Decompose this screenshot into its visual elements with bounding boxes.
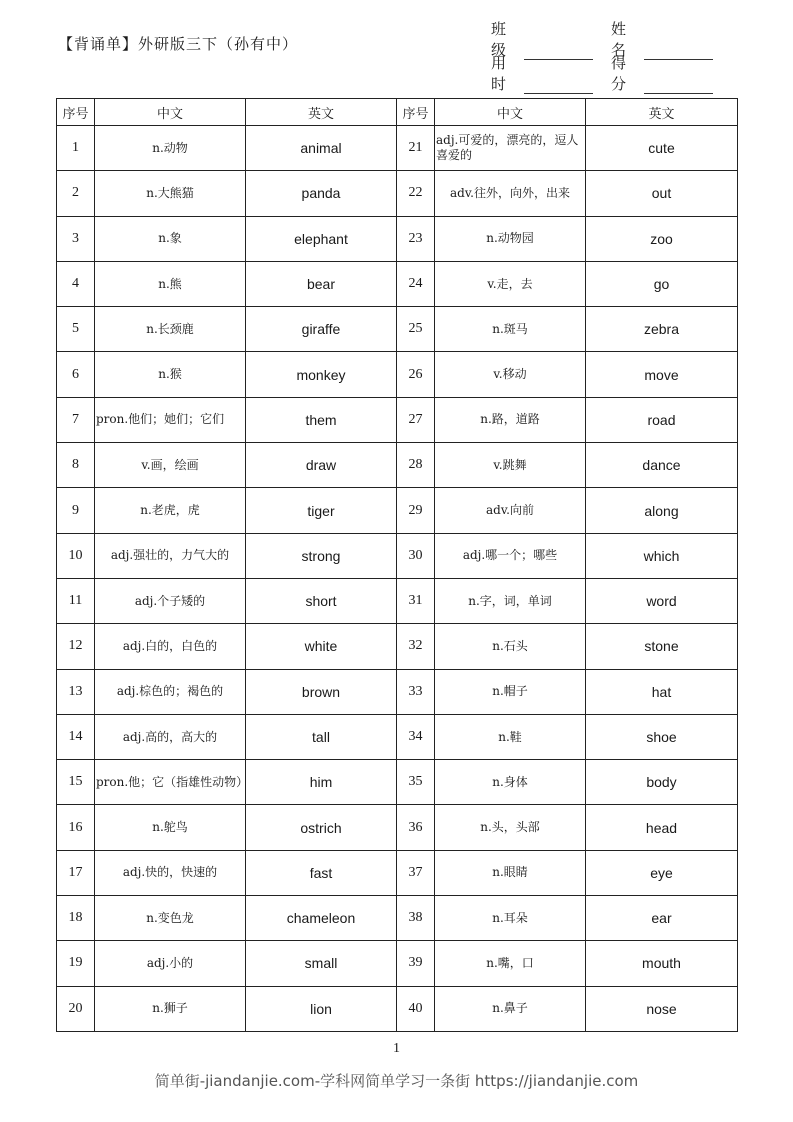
item-number: 34 [397,714,435,759]
chinese-meaning: adj.快的，快速的 [95,850,246,895]
chinese-meaning: v.移动 [435,352,586,397]
item-number: 21 [397,126,435,171]
item-number: 25 [397,307,435,352]
english-word: nose [586,986,738,1031]
table-row [57,578,738,623]
chinese-meaning: n.耳朵 [435,896,586,941]
item-number: 23 [397,216,435,261]
english-word: zoo [586,216,738,261]
english-word: tall [246,714,397,759]
table-row [57,488,738,533]
item-number: 15 [57,760,95,805]
score-label: 得分 [611,54,629,93]
english-word: short [246,578,397,623]
item-number: 8 [57,443,95,488]
english-word: move [586,352,738,397]
score-blank[interactable] [644,78,713,94]
chinese-meaning: n.帽子 [435,669,586,714]
item-number: 32 [397,624,435,669]
item-number: 38 [397,896,435,941]
chinese-meaning: n.动物园 [435,216,586,261]
english-word: stone [586,624,738,669]
table-row [57,714,738,759]
item-number: 18 [57,896,95,941]
item-number: 5 [57,307,95,352]
table-row [57,533,738,578]
english-word: strong [246,533,397,578]
chinese-meaning: v.走，去 [435,261,586,306]
english-word: brown [246,669,397,714]
student-info-fields [491,18,731,93]
table-header-row [57,99,738,126]
chinese-meaning: adj.棕色的；褐色的 [95,669,246,714]
english-word: shoe [586,714,738,759]
chinese-meaning: adj.小的 [95,941,246,986]
english-word: lion [246,986,397,1031]
chinese-meaning: n.动物 [95,126,246,171]
table-row [57,805,738,850]
document-title: 【背诵单】外研版三下（孙有中） [58,35,299,53]
table-row [57,216,738,261]
column-header-number: 序号 [57,99,95,126]
english-word: mouth [586,941,738,986]
item-number: 27 [397,397,435,442]
item-number: 14 [57,714,95,759]
item-number: 11 [57,578,95,623]
chinese-meaning: n.斑马 [435,307,586,352]
chinese-meaning: n.变色龙 [95,896,246,941]
item-number: 19 [57,941,95,986]
table-row [57,171,738,216]
table-row [57,352,738,397]
item-number: 24 [397,261,435,306]
chinese-meaning: n.象 [95,216,246,261]
table-row [57,896,738,941]
item-number: 10 [57,533,95,578]
chinese-meaning: n.猴 [95,352,246,397]
english-word: fast [246,850,397,895]
table-row [57,941,738,986]
item-number: 6 [57,352,95,397]
english-word: cute [586,126,738,171]
chinese-meaning: v.跳舞 [435,443,586,488]
item-number: 16 [57,805,95,850]
item-number: 9 [57,488,95,533]
english-word: chameleon [246,896,397,941]
table-row [57,624,738,669]
column-header-english: 英文 [246,99,397,126]
english-word: small [246,941,397,986]
chinese-meaning: adj.个子矮的 [95,578,246,623]
item-number: 26 [397,352,435,397]
chinese-meaning: pron.他们；她们；它们 [95,397,246,442]
english-word: animal [246,126,397,171]
english-word: bear [246,261,397,306]
column-header-number: 序号 [397,99,435,126]
time-blank[interactable] [524,78,593,94]
column-header-chinese: 中文 [435,99,586,126]
chinese-meaning: v.画，绘画 [95,443,246,488]
item-number: 1 [57,126,95,171]
table-row [57,126,738,171]
table-row [57,261,738,306]
item-number: 31 [397,578,435,623]
page-number: 1 [393,1041,400,1056]
table-row [57,307,738,352]
item-number: 20 [57,986,95,1031]
english-word: giraffe [246,307,397,352]
chinese-meaning: adj.可爱的，漂亮的，逗人喜爱的 [435,126,586,171]
english-word: dance [586,443,738,488]
table-row [57,850,738,895]
item-number: 39 [397,941,435,986]
chinese-meaning: n.大熊猫 [95,171,246,216]
chinese-meaning: n.嘴，口 [435,941,586,986]
english-word: draw [246,443,397,488]
item-number: 17 [57,850,95,895]
item-number: 36 [397,805,435,850]
english-word: panda [246,171,397,216]
english-word: them [246,397,397,442]
english-word: tiger [246,488,397,533]
item-number: 40 [397,986,435,1031]
english-word: him [246,760,397,805]
chinese-meaning: adj.强壮的，力气大的 [95,533,246,578]
chinese-meaning: n.路，道路 [435,397,586,442]
chinese-meaning: n.眼睛 [435,850,586,895]
english-word: hat [586,669,738,714]
english-word: road [586,397,738,442]
item-number: 2 [57,171,95,216]
table-row [57,986,738,1031]
english-word: eye [586,850,738,895]
item-number: 29 [397,488,435,533]
item-number: 22 [397,171,435,216]
column-header-chinese: 中文 [95,99,246,126]
english-word: monkey [246,352,397,397]
chinese-meaning: adv.往外，向外，出来 [435,171,586,216]
english-word: go [586,261,738,306]
class-label: 班级 [491,20,509,59]
english-word: out [586,171,738,216]
english-word: ostrich [246,805,397,850]
vocabulary-table [56,98,738,1032]
chinese-meaning: n.头，头部 [435,805,586,850]
english-word: ear [586,896,738,941]
item-number: 35 [397,760,435,805]
watermark-footer: 简单街-jiandanjie.com-学科网简单学习一条街 https://jiandanjie.com [154,1072,639,1090]
chinese-meaning: n.鼻子 [435,986,586,1031]
item-number: 3 [57,216,95,261]
chinese-meaning: adj.哪一个；哪些 [435,533,586,578]
item-number: 13 [57,669,95,714]
item-number: 7 [57,397,95,442]
english-word: elephant [246,216,397,261]
chinese-meaning: n.熊 [95,261,246,306]
item-number: 4 [57,261,95,306]
chinese-meaning: adv.向前 [435,488,586,533]
chinese-meaning: n.石头 [435,624,586,669]
chinese-meaning: n.长颈鹿 [95,307,246,352]
chinese-meaning: n.狮子 [95,986,246,1031]
english-word: word [586,578,738,623]
chinese-meaning: n.字，词，单词 [435,578,586,623]
chinese-meaning: adj.高的，高大的 [95,714,246,759]
english-word: along [586,488,738,533]
chinese-meaning: n.身体 [435,760,586,805]
table-row [57,397,738,442]
english-word: zebra [586,307,738,352]
name-label: 姓名 [611,20,629,59]
chinese-meaning: adj.白的，白色的 [95,624,246,669]
english-word: which [586,533,738,578]
score-field[interactable] [611,52,713,94]
column-header-english: 英文 [586,99,738,126]
english-word: body [586,760,738,805]
item-number: 33 [397,669,435,714]
item-number: 28 [397,443,435,488]
english-word: white [246,624,397,669]
chinese-meaning: n.鸵鸟 [95,805,246,850]
item-number: 37 [397,850,435,895]
table-row [57,443,738,488]
chinese-meaning: n.老虎，虎 [95,488,246,533]
time-field[interactable] [491,52,593,94]
item-number: 12 [57,624,95,669]
time-label: 用时 [491,54,509,93]
item-number: 30 [397,533,435,578]
chinese-meaning: n.鞋 [435,714,586,759]
english-word: head [586,805,738,850]
chinese-meaning: pron.他；它（指雄性动物） [95,760,246,805]
table-row [57,760,738,805]
table-row [57,669,738,714]
